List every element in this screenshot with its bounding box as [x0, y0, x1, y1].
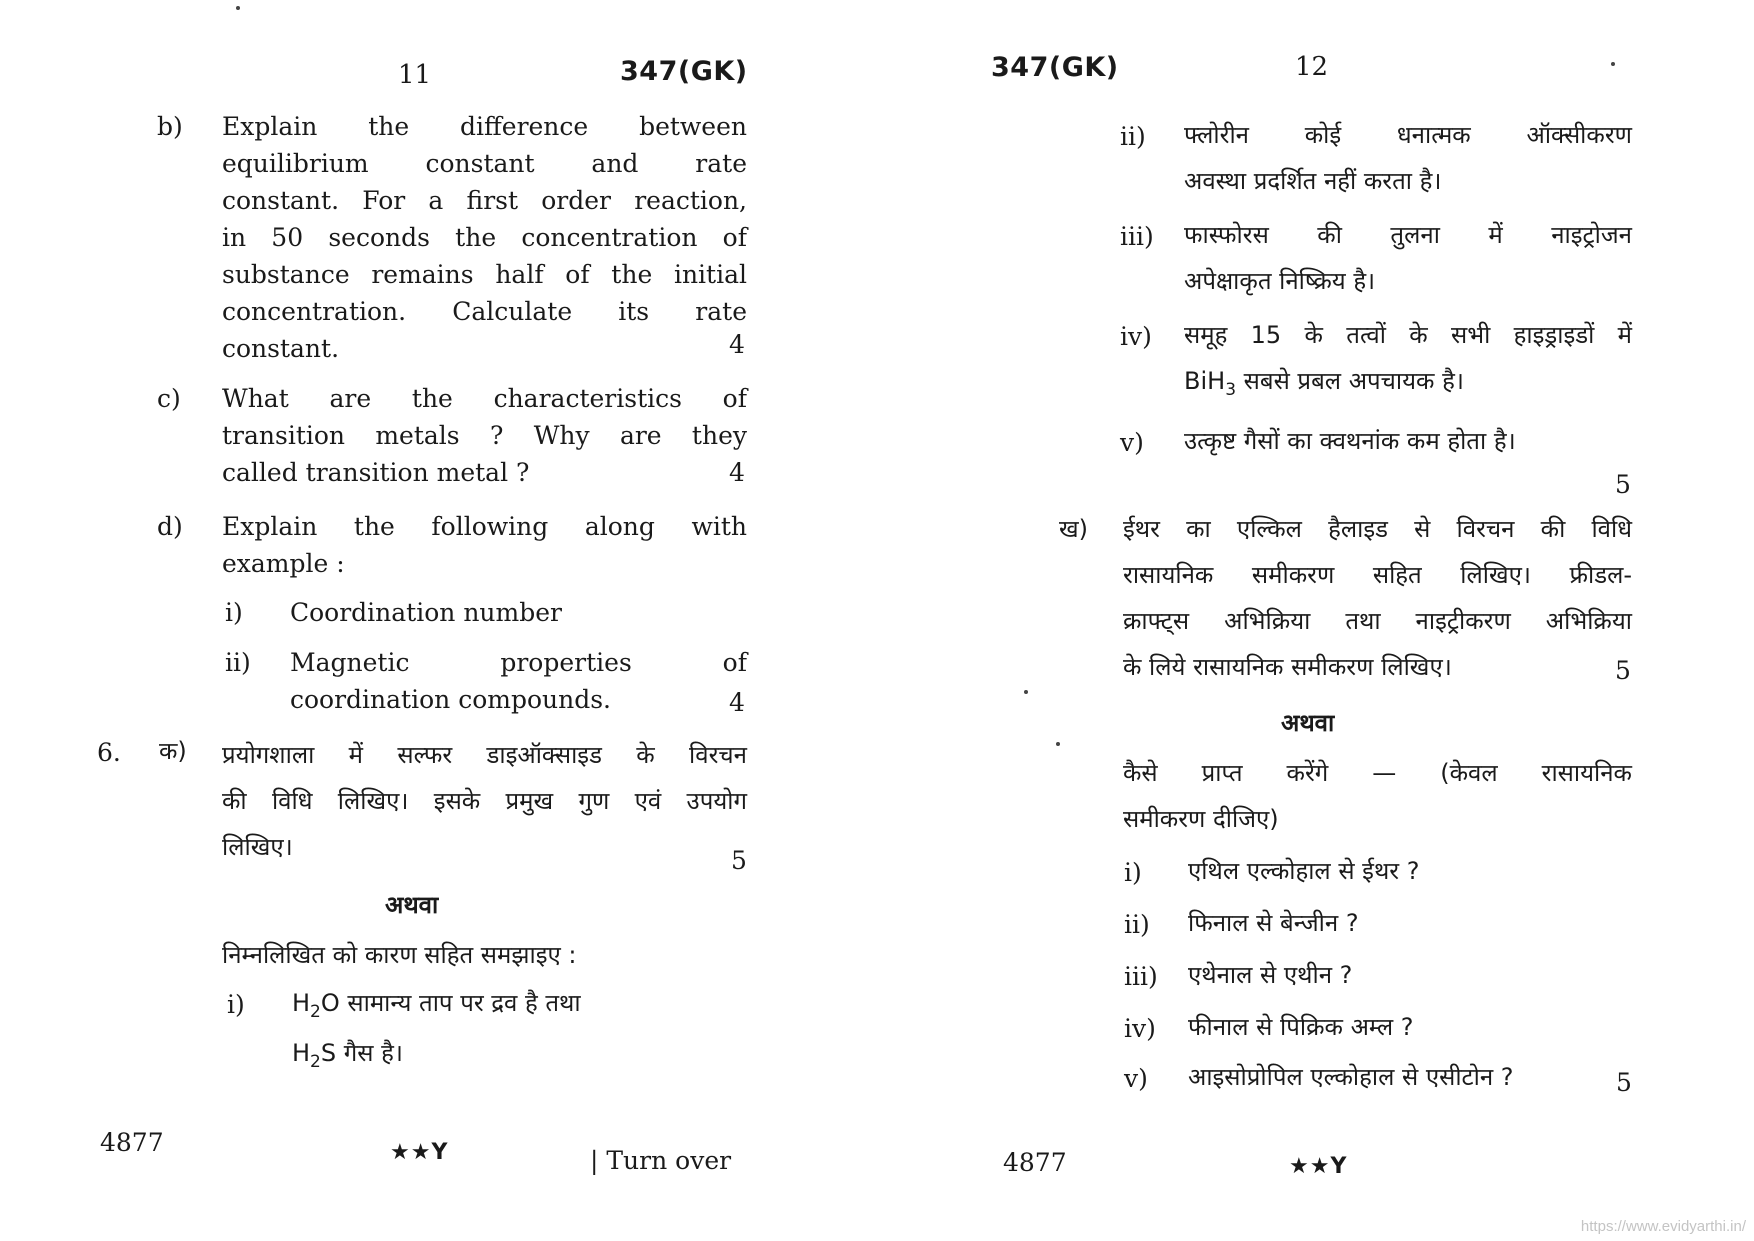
scan-speck — [1024, 690, 1028, 694]
formula-part: H — [292, 989, 311, 1017]
or-heading: अथवा — [1281, 709, 1335, 737]
text-line: फ्लोरीन कोई धनात्मक ऑक्सीकरण — [1184, 121, 1632, 149]
sub-item-label: ii) — [225, 648, 251, 677]
text-line: Explain the following along with — [222, 512, 747, 541]
text-line: in 50 seconds the concentration of — [222, 223, 747, 252]
question-number: 6. — [97, 738, 121, 767]
footer-code: 4877 — [1003, 1148, 1067, 1177]
text-line: coordination compounds. — [290, 685, 611, 714]
text-line: equilibrium constant and rate — [222, 149, 747, 178]
text-line: concentration. Calculate its rate — [222, 297, 747, 326]
item-label: iv) — [1120, 322, 1152, 351]
item-text: एथेनाल से एथीन ? — [1188, 961, 1353, 989]
item-label: i) — [1124, 858, 1142, 887]
scan-speck — [236, 6, 240, 10]
item-text — [1184, 418, 1632, 464]
question-label: क) — [159, 737, 187, 765]
right-page — [877, 0, 1754, 1241]
text-line: क्राफ्ट्स अभिक्रिया तथा नाइट्रीकरण अभिक्रिया — [1123, 607, 1632, 635]
text-line: फास्फोरस की तुलना में नाइट्रोजन — [1184, 221, 1632, 249]
marks: 4 — [729, 458, 745, 487]
marks: 5 — [1615, 656, 1631, 685]
text-line: कैसे प्राप्त करेंगे — (केवल रासायनिक — [1123, 759, 1632, 787]
or-heading: अथवा — [385, 891, 439, 919]
footer-stars: ★★Y — [1289, 1154, 1348, 1179]
text-line: अवस्था प्रदर्शित नहीं करता है। — [1184, 167, 1442, 195]
page-number: 12 — [1295, 52, 1329, 82]
scan-speck — [1056, 742, 1060, 746]
question-label: ख) — [1059, 515, 1088, 543]
question-text — [222, 380, 747, 491]
text-line: के लिये रासायनिक समीकरण लिखिए। — [1123, 653, 1452, 681]
formula-part: H — [292, 1039, 311, 1067]
paper-code: 347(GK) — [620, 56, 748, 87]
question-label: c) — [157, 384, 181, 413]
marks: 5 — [1615, 470, 1631, 499]
item-label: iv) — [1124, 1014, 1156, 1043]
text-line: समीकरण दीजिए) — [1123, 805, 1279, 833]
sub-item-label: i) — [227, 990, 245, 1019]
text-line: उत्कृष्ट गैसों का क्वथनांक कम होता है। — [1184, 427, 1516, 455]
item-label: ii) — [1124, 910, 1150, 939]
item-text — [1184, 112, 1632, 204]
text-line: प्रयोगशाला में सल्फर डाइऑक्साइड के विरचन — [222, 741, 747, 769]
text-line: समूह 15 के तत्वों के सभी हाइड्राइडों में — [1184, 321, 1632, 349]
question-label: d) — [157, 512, 183, 541]
item-text: एथिल एल्कोहाल से ईथर ? — [1188, 857, 1420, 885]
question-text — [1123, 506, 1632, 690]
subscript: 3 — [1225, 379, 1237, 400]
subscript: 2 — [310, 1001, 321, 1022]
text-line: रासायनिक समीकरण सहित लिखिए। फ्रीडल- — [1123, 561, 1632, 589]
watermark-url: https://www.evidyarthi.in/ — [1580, 1218, 1746, 1235]
formula-part: सबसे प्रबल अपचायक है। — [1243, 367, 1464, 395]
question-text — [222, 108, 747, 367]
footer-stars: ★★Y — [390, 1140, 449, 1165]
scan-speck — [1611, 62, 1615, 66]
question-text — [1123, 750, 1632, 842]
text-line: constant. — [222, 334, 340, 363]
text-line: की विधि लिखिए। इसके प्रमुख गुण एवं उपयोग — [222, 787, 747, 815]
question-text — [222, 732, 747, 870]
item-text: फिनाल से बेन्जीन ? — [1188, 909, 1359, 937]
paper-code: 347(GK) — [991, 52, 1119, 83]
item-text — [1184, 212, 1632, 304]
text-line: substance remains half of the initial — [222, 260, 747, 289]
text-line: ईथर का एल्किल हैलाइड से विरचन की विधि — [1123, 515, 1632, 543]
text-line: Explain the difference between — [222, 112, 747, 141]
formula-line — [292, 980, 747, 1035]
marks: 4 — [729, 688, 745, 717]
sub-item-text: Coordination number — [290, 598, 562, 627]
marks: 5 — [1616, 1068, 1632, 1097]
text-line: Magnetic properties of — [290, 648, 747, 677]
sub-item-text — [290, 644, 747, 718]
item-label: iii) — [1124, 962, 1158, 991]
formula-part: S गैस है। — [320, 1039, 403, 1067]
footer-code: 4877 — [100, 1128, 164, 1157]
text-line: transition metals ? Why are they — [222, 421, 747, 450]
item-text — [1184, 312, 1632, 413]
question-text — [222, 508, 747, 582]
text-line: called transition metal ? — [222, 458, 530, 487]
marks: 4 — [729, 330, 745, 359]
question-label: b) — [157, 112, 183, 141]
item-label: ii) — [1120, 122, 1146, 151]
instruction-text: निम्नलिखित को कारण सहित समझाइए : — [222, 941, 577, 969]
formula-part: BiH — [1184, 367, 1226, 395]
turn-over: | Turn over — [590, 1146, 732, 1175]
text-line: constant. For a first order reaction, — [222, 186, 747, 215]
bih-line — [1184, 358, 1632, 413]
item-label: v) — [1120, 428, 1144, 457]
page-number: 11 — [398, 60, 432, 90]
item-text: फीनाल से पिक्रिक अम्ल ? — [1188, 1013, 1414, 1041]
marks: 5 — [731, 846, 747, 875]
text-line: लिखिए। — [222, 833, 293, 861]
subscript: 2 — [310, 1051, 321, 1072]
formula-part: O सामान्य ताप पर द्रव है तथा — [320, 989, 581, 1017]
item-text: आइसोप्रोपिल एल्कोहाल से एसीटोन ? — [1188, 1063, 1514, 1091]
sub-item-label: i) — [225, 598, 243, 627]
text-line: अपेक्षाकृत निष्क्रिय है। — [1184, 267, 1376, 295]
item-label: iii) — [1120, 222, 1154, 251]
formula-line — [292, 1030, 403, 1085]
text-line: example : — [222, 549, 345, 578]
text-line: What are the characteristics of — [222, 384, 747, 413]
formula-water — [292, 980, 581, 1035]
item-label: v) — [1124, 1064, 1148, 1093]
